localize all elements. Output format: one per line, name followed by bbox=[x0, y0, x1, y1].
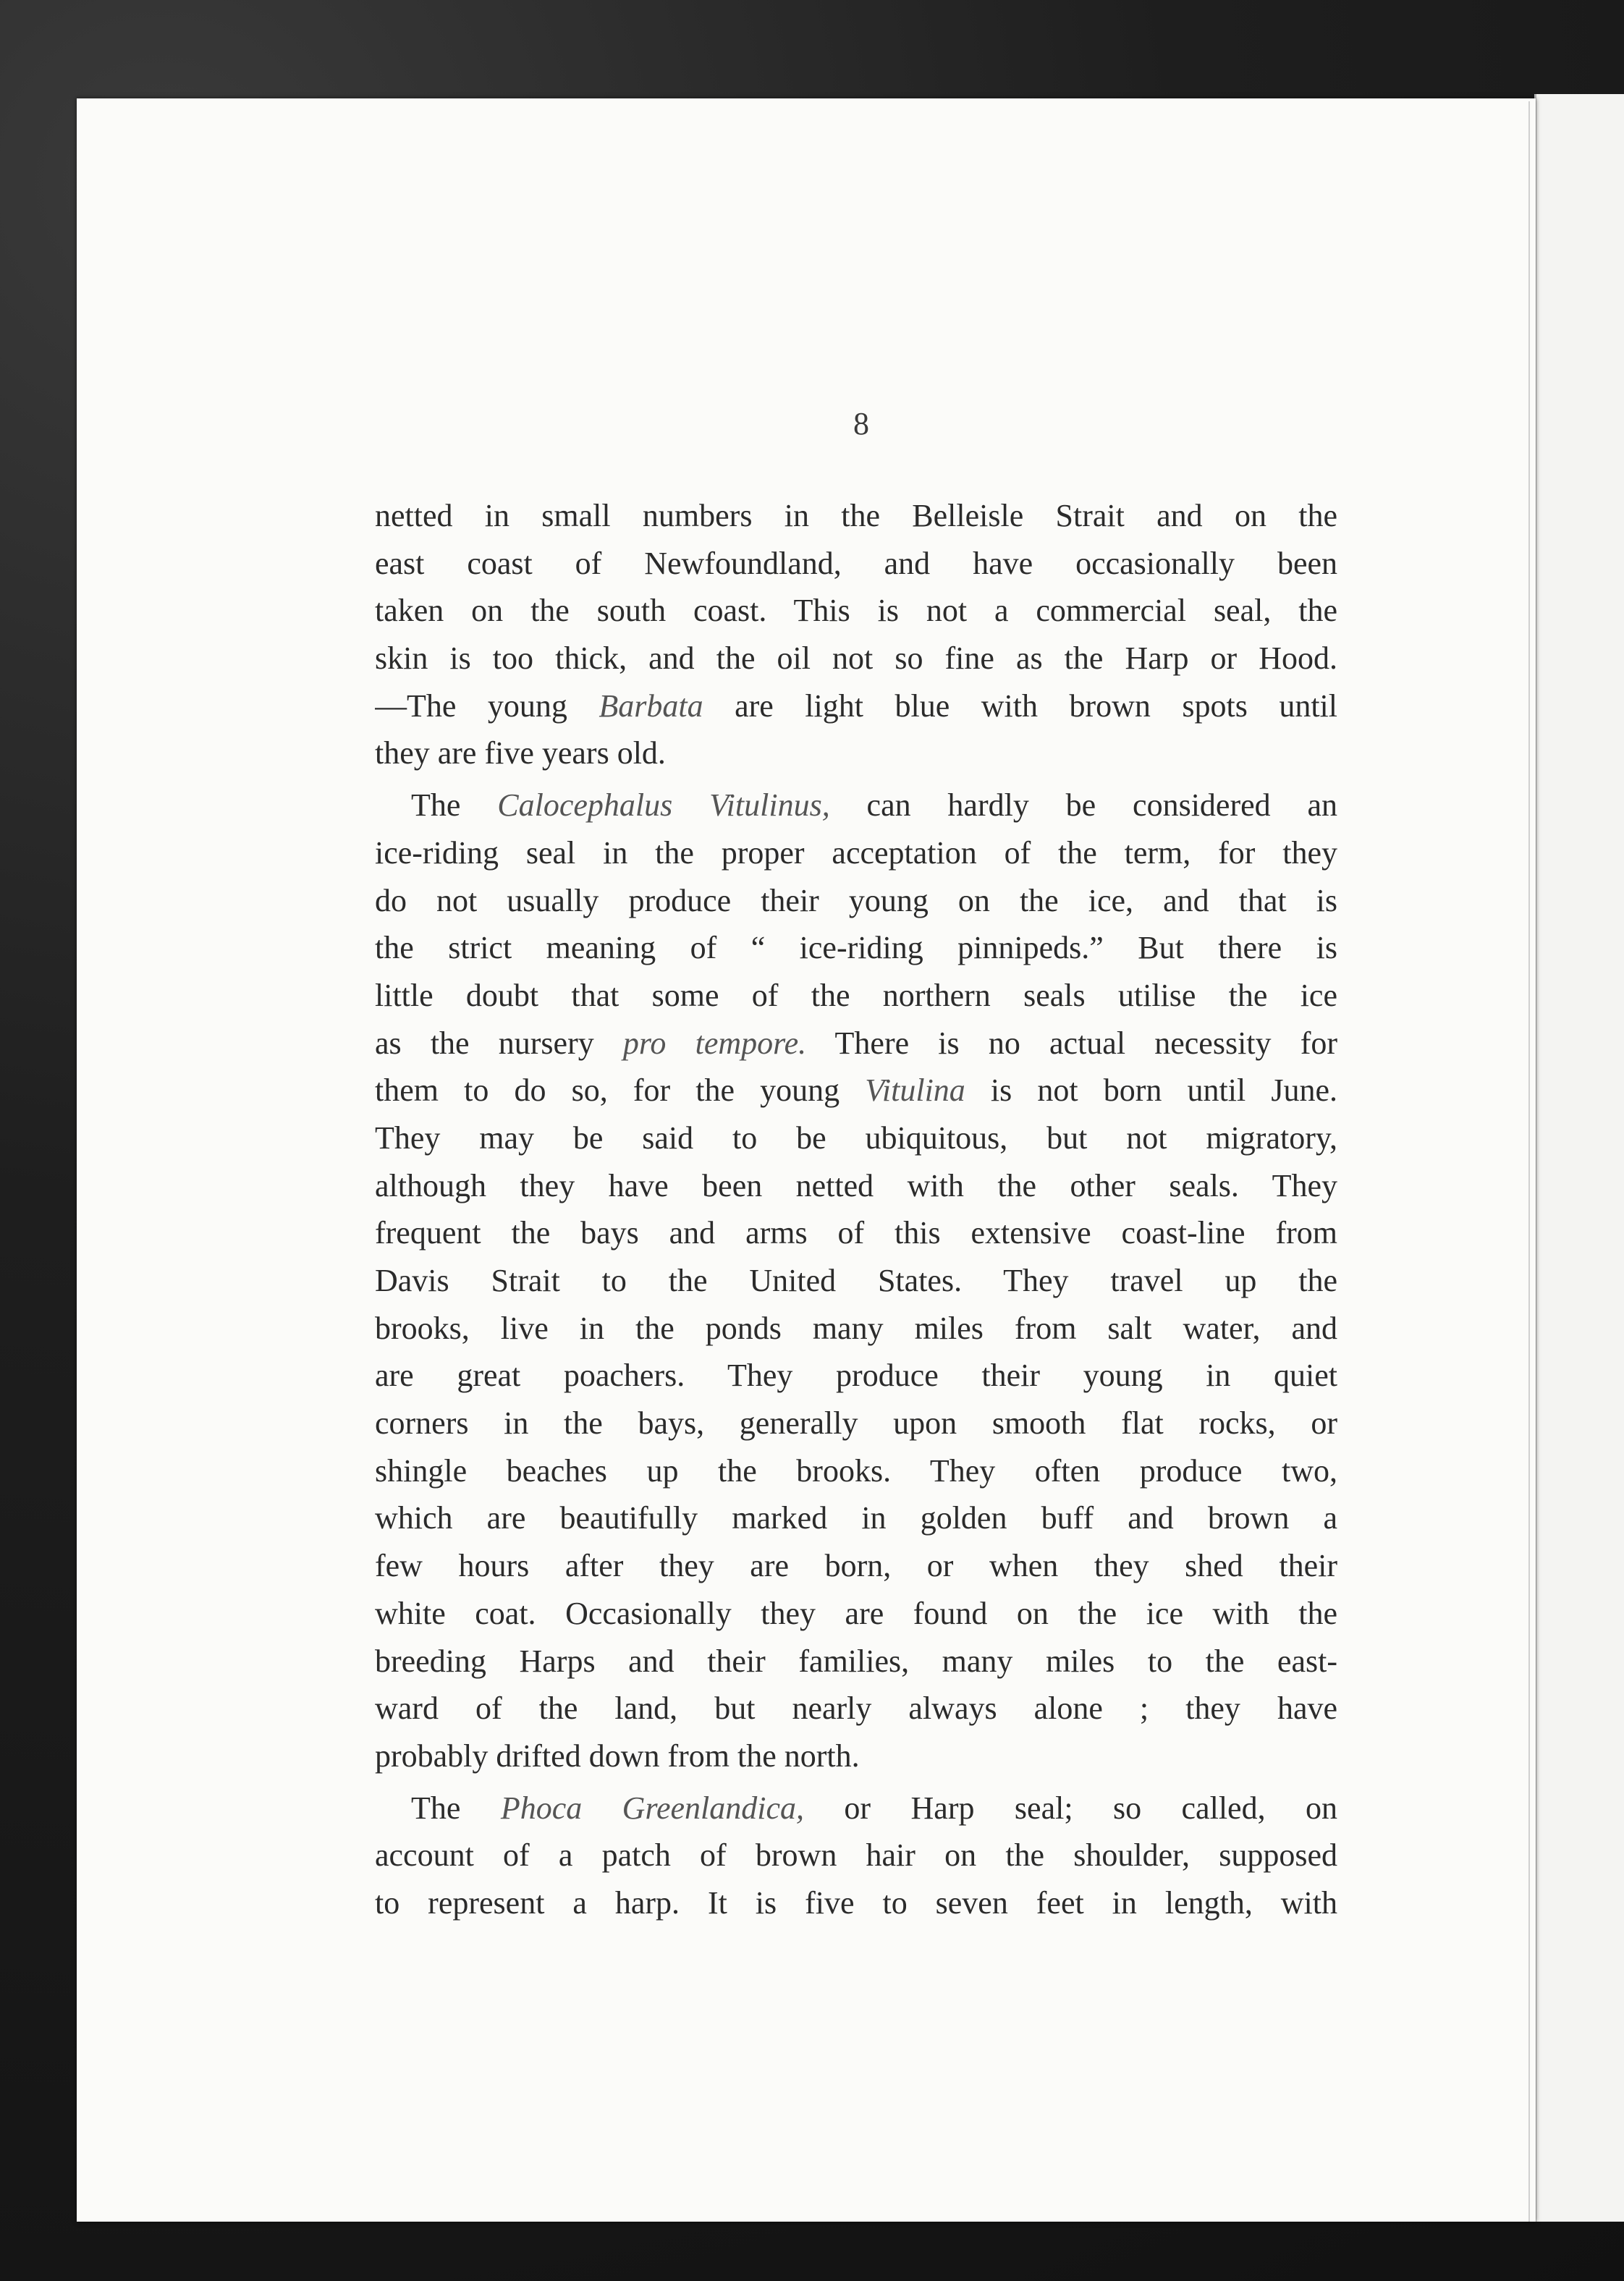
text-line bbox=[375, 782, 1337, 829]
text-line: brooks, live in the ponds many miles from salt water, and bbox=[375, 1310, 1337, 1346]
text-segment: —The young bbox=[375, 687, 599, 724]
text-segment: or Harp seal; so called, on bbox=[804, 1790, 1337, 1826]
text-line: Davis Strait to the United States. They travel up the bbox=[375, 1263, 1337, 1298]
text-line: They may be said to be ubiquitous, but not migratory, bbox=[375, 1120, 1337, 1156]
italic-term: Phoca Greenlandica, bbox=[500, 1790, 804, 1826]
text-line: are great poachers. They produce their young in quiet bbox=[375, 1358, 1337, 1394]
text-line: the strict meaning of “ ice-riding pinnipeds.” But there is bbox=[375, 930, 1337, 966]
text-segment: The bbox=[411, 1790, 501, 1826]
text-line: white coat. Occasionally they are found on the ice with the bbox=[375, 1595, 1337, 1631]
text-line bbox=[375, 1785, 1337, 1832]
text-line: do not usually produce their young on the ice, and that is bbox=[375, 882, 1337, 918]
text-line: probably drifted down from the north. bbox=[375, 1738, 860, 1774]
next-page-edge bbox=[1534, 94, 1624, 2222]
text-line: netted in small numbers in the Belleisle Strait and on the bbox=[375, 498, 1337, 533]
text-segment: There is no actual necessity for bbox=[806, 1025, 1337, 1061]
text-line: little doubt that some of the northern seals utilise the ice bbox=[375, 977, 1337, 1013]
text-segment: can hardly be considered an bbox=[829, 787, 1337, 824]
text-line bbox=[375, 1067, 1337, 1114]
text-line: frequent the bays and arms of this extensive coast-line from bbox=[375, 1215, 1337, 1251]
page-fold-line bbox=[1528, 101, 1530, 2222]
italic-term: Vitulina bbox=[865, 1072, 965, 1109]
italic-term: Calocephalus Vitulinus, bbox=[497, 787, 830, 824]
text-line: ward of the land, but nearly always alone ; they have bbox=[375, 1690, 1337, 1727]
italic-term: pro tempore. bbox=[622, 1025, 807, 1061]
text-line: to represent a harp. It is five to seven feet in length, with bbox=[375, 1884, 1337, 1921]
text-line: ice-riding seal in the proper acceptation of the term, for they bbox=[375, 834, 1337, 871]
text-line: few hours after they are born, or when they shed their bbox=[375, 1548, 1337, 1584]
text-line: breeding Harps and their families, many miles to the east- bbox=[375, 1643, 1337, 1679]
page-number: 8 bbox=[853, 406, 869, 441]
text-line: although they have been netted with the other seals. They bbox=[375, 1167, 1337, 1203]
italic-term: Barbata bbox=[599, 687, 703, 724]
text-line: corners in the bays, generally upon smooth flat rocks, or bbox=[375, 1405, 1337, 1442]
text-segment: as the nursery bbox=[375, 1025, 623, 1061]
text-line bbox=[375, 1020, 1337, 1067]
text-segment: The bbox=[411, 787, 498, 824]
body-text bbox=[375, 492, 1337, 1927]
text-segment: are light blue with brown spots until bbox=[703, 687, 1337, 724]
text-segment: is not born until June. bbox=[965, 1072, 1337, 1109]
text-line: shingle beaches up the brooks. They often produce two, bbox=[375, 1452, 1337, 1489]
text-line: taken on the south coast. This is not a commercial seal, the bbox=[375, 593, 1337, 629]
text-line: east coast of Newfoundland, and have occasionally been bbox=[375, 545, 1337, 581]
text-line: they are five years old. bbox=[375, 735, 666, 771]
text-line: skin is too thick, and the oil not so fine as the Harp or Hood. bbox=[375, 640, 1337, 677]
text-segment: them to do so, for the young bbox=[375, 1072, 866, 1109]
text-line: account of a patch of brown hair on the shoulder, supposed bbox=[375, 1837, 1337, 1874]
text-line: which are beautifully marked in golden buff and brown a bbox=[375, 1500, 1337, 1536]
text-line bbox=[375, 682, 1337, 730]
